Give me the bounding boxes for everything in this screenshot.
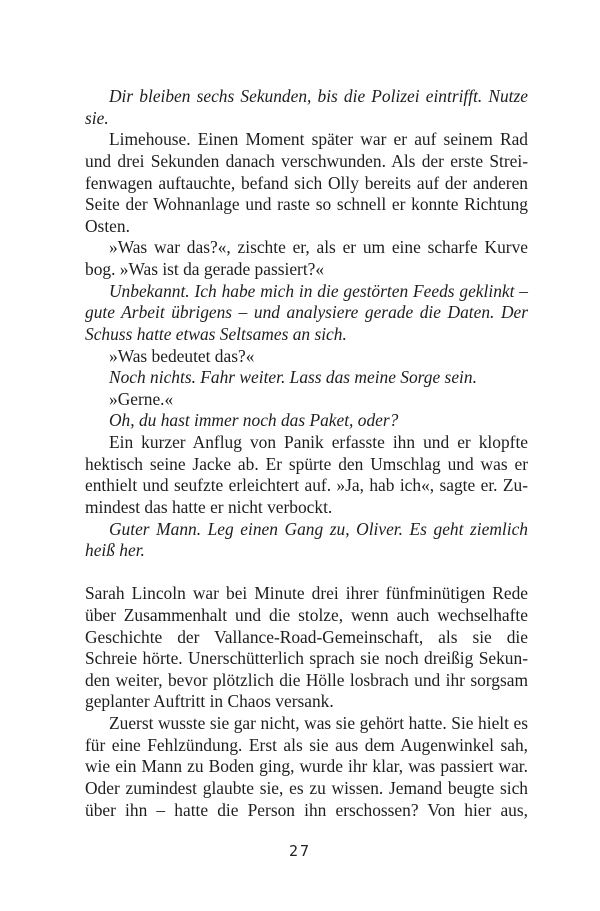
paragraph-dialogue: »Was war das?«, zischte er, als er um eine scharfe Kurve bog. »Was ist da gerade passiert?« (85, 237, 528, 279)
paragraph-italic-thought: Oh, du hast immer noch das Paket, oder? (109, 410, 399, 431)
page-number: 27 (288, 842, 312, 860)
paragraph-dialogue: »Gerne.« (109, 388, 174, 409)
paragraph: Zuerst wusste sie gar nicht, was sie gehört hatte. Sie hielt es für eine Fehlzündung. Erst als sie aus dem Augenwinkel sah, wie ein Mann zu Boden ging, wurde ihr klar, was passiert war. Oder zumindest glaubte sie, es zu wissen. Jemand beugte sich über ihn – hatte die Person ihn erschossen? Von hier aus, (85, 713, 528, 820)
paragraph-italic-thought: Noch nichts. Fahr weiter. Lass das meine Sorge sein. (109, 367, 477, 388)
paragraph-section-start: Sarah Lincoln war bei Minute drei ihrer fünfminütigen Rede über Zusammenhalt und die stolze, wenn auch wechselhafte Geschichte der Vallance-Road-Gemeinschaft, als sie die Schreie hörte. Unerschütterlich sprach sie noch dreißig Sekunden weiter, bevor plötzlich die Hölle losbrach und ihr sorgsam geplanter Auftritt in Chaos versank. (85, 583, 528, 712)
paragraph-italic-thought: Unbekannt. Ich habe mich in die gestörten Feeds geklinkt – gute Arbeit übrigens – und analysiere gerade die Daten. Der Schuss hatte etwas Seltsames an sich. (85, 280, 528, 344)
paragraph-italic-thought: Guter Mann. Leg einen Gang zu, Oliver. Es geht ziemlich heiß her. (85, 518, 528, 561)
section-break (85, 562, 528, 584)
paragraph-italic-thought: Dir bleiben sechs Sekunden, bis die Polizei eintrifft. Nutze sie. (85, 86, 528, 128)
paragraph: Limehouse. Einen Moment später war er auf seinem Rad und drei Sekunden danach verschwunden. Als der erste Streifenwagen auftauchte, befand sich Olly bereits auf der anderen Seite der Wohnanlage und raste so schnell er konnte Richtung Osten. (85, 129, 528, 236)
page-body-text (85, 86, 528, 821)
paragraph-dialogue: »Was bedeutet das?« (109, 345, 255, 366)
paragraph: Ein kurzer Anflug von Panik erfasste ihn und er klopfte hektisch seine Jacke ab. Er spürte den Umschlag und was er enthielt und seufzte erleichtert auf. »Ja, hab ich«, sagte er. Zumindest das hatte er nicht verbockt. (85, 432, 528, 517)
